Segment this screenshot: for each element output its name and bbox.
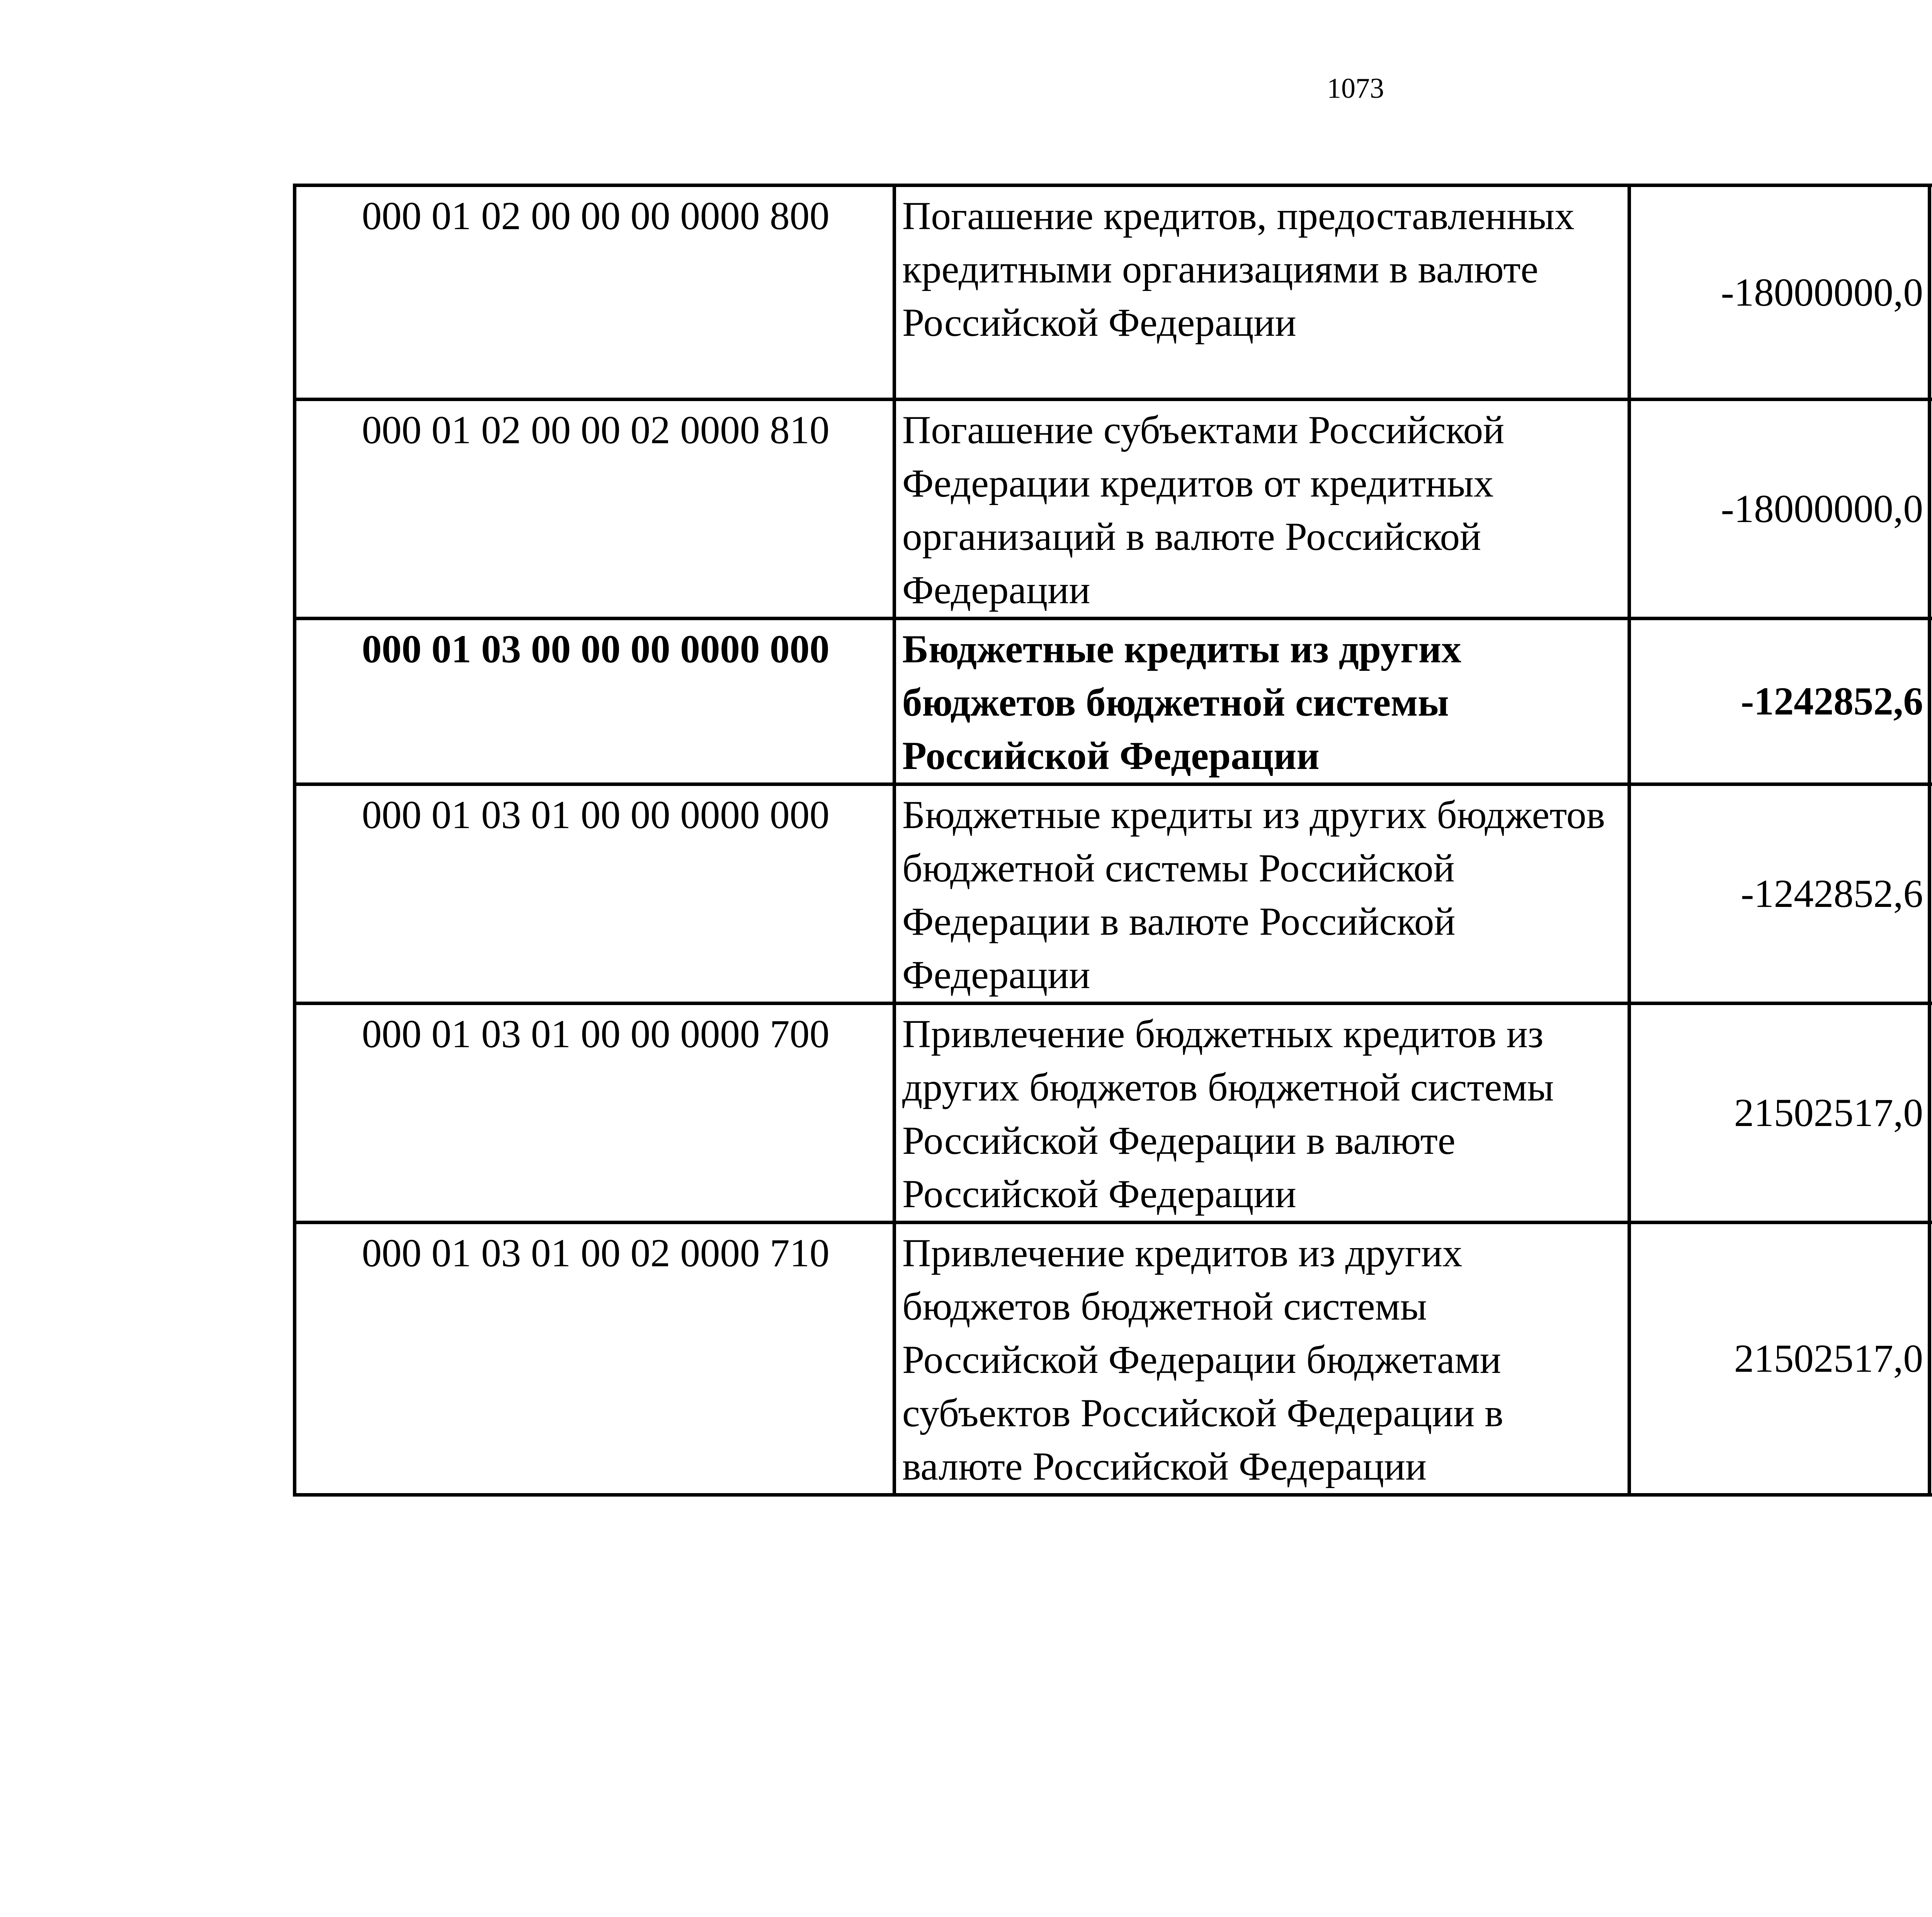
amount-year-2 <box>1930 619 1932 784</box>
table-row <box>295 784 1932 1004</box>
table-row <box>295 1223 1932 1495</box>
amount-year-1: -1242852,6 <box>1629 784 1930 1004</box>
table-row <box>295 1004 1932 1223</box>
item-description: Привлечение бюджетных кредитов из других бюджетов бюджетной системы Российской Федерации в валюте Российской Федерации <box>895 1004 1629 1223</box>
amount-year-1: -1242852,6 <box>1629 619 1930 784</box>
amount-year-2 <box>1930 1004 1932 1223</box>
budget-code: 000 01 02 00 00 02 0000 810 <box>295 400 895 619</box>
amount-year-2 <box>1930 400 1932 619</box>
amount-year-1: -18000000,0 <box>1629 185 1930 400</box>
item-description: Бюджетные кредиты из других бюджетов бюджетной системы Российской Федерации в валюте Российской Федерации <box>895 784 1629 1004</box>
budget-sources-table <box>293 184 1932 1497</box>
budget-code: 000 01 03 00 00 00 0000 000 <box>295 619 895 784</box>
item-description: Бюджетные кредиты из других бюджетов бюджетной системы Российской Федерации <box>895 619 1629 784</box>
amount-year-1: -18000000,0 <box>1629 400 1930 619</box>
amount-year-2 <box>1930 185 1932 400</box>
page-number: 1073 <box>1327 73 1384 104</box>
table-row <box>295 619 1932 784</box>
budget-code: 000 01 03 01 00 00 0000 000 <box>295 784 895 1004</box>
amount-year-1: 21502517,0 <box>1629 1004 1930 1223</box>
table-row <box>295 400 1932 619</box>
amount-year-1: 21502517,0 <box>1629 1223 1930 1495</box>
item-description: Погашение кредитов, предоставленных кредитными организациями в валюте Российской Федерации <box>895 185 1629 400</box>
budget-code: 000 01 03 01 00 02 0000 710 <box>295 1223 895 1495</box>
budget-code: 000 01 03 01 00 00 0000 700 <box>295 1004 895 1223</box>
table-row <box>295 185 1932 400</box>
amount-year-2 <box>1930 784 1932 1004</box>
budget-code: 000 01 02 00 00 00 0000 800 <box>295 185 895 400</box>
item-description: Привлечение кредитов из других бюджетов бюджетной системы Российской Федерации бюджетами субъектов Российской Федерации в валюте Российской Федерации <box>895 1223 1629 1495</box>
amount-year-2 <box>1930 1223 1932 1495</box>
item-description: Погашение субъектами Российской Федерации кредитов от кредитных организаций в валюте Российской Федерации <box>895 400 1629 619</box>
